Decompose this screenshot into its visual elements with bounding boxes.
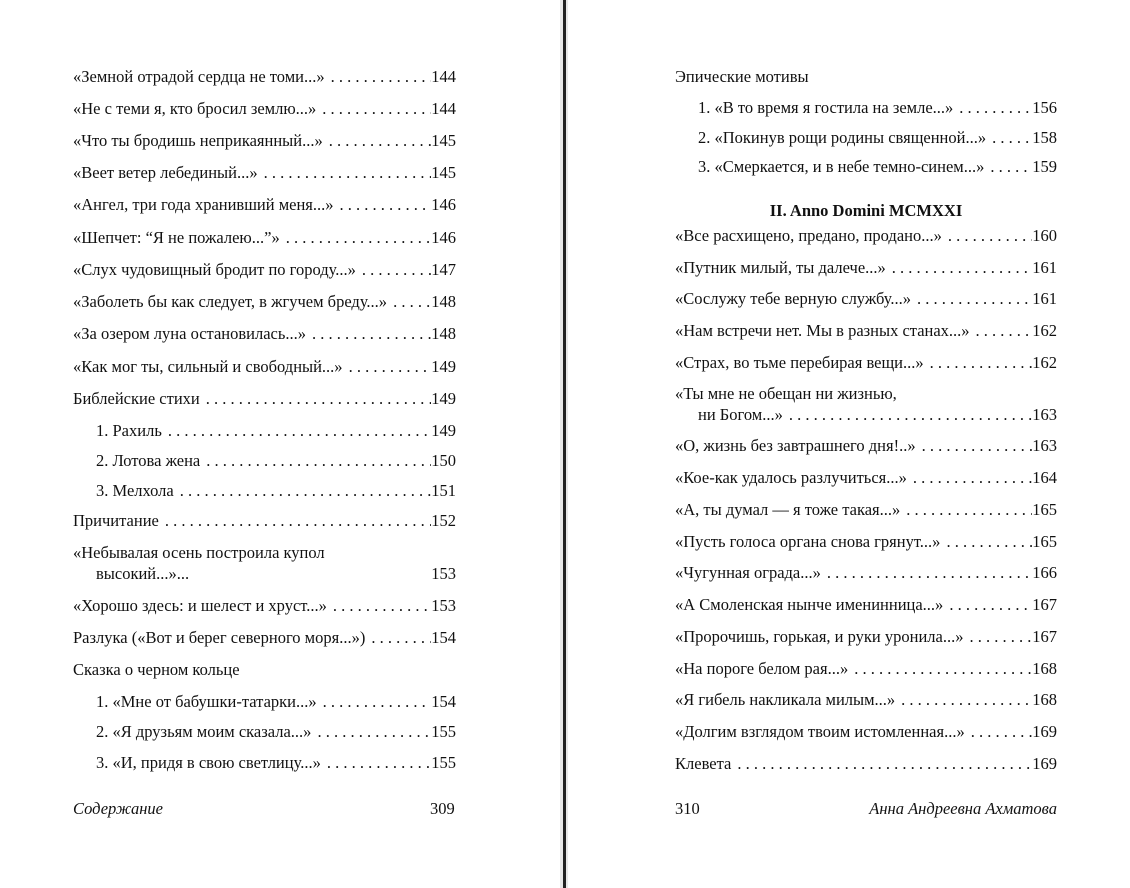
toc-entry bbox=[96, 692, 456, 712]
entry-page: 166 bbox=[1032, 563, 1057, 582]
page-number: 309 bbox=[430, 799, 455, 818]
entry-page: 163 bbox=[1032, 405, 1057, 424]
entry-title: «Заболеть бы как следует, в жгучем бреду...» bbox=[73, 292, 388, 311]
toc-entry bbox=[698, 98, 1057, 118]
toc-entry bbox=[675, 353, 1057, 373]
entry-page: 165 bbox=[1032, 532, 1057, 551]
book-spine bbox=[560, 0, 568, 888]
toc-entry bbox=[675, 563, 1057, 583]
entry-page: 162 bbox=[1032, 321, 1057, 340]
leader-dots bbox=[317, 692, 432, 712]
toc-entry bbox=[675, 258, 1057, 278]
entry-title: Причитание bbox=[73, 511, 159, 530]
entry-page: 154 bbox=[431, 628, 456, 647]
leader-dots bbox=[731, 754, 1032, 774]
entry-page: 148 bbox=[431, 324, 456, 343]
entry-page: 167 bbox=[1032, 627, 1057, 646]
entry-page: 169 bbox=[1032, 722, 1057, 741]
leader-dots bbox=[984, 157, 1032, 177]
entry-title: «Шепчет: “Я не пожалею...”» bbox=[73, 228, 280, 247]
toc-entry bbox=[675, 289, 1057, 309]
entry-title: «Слух чудовищный бродит по городу...» bbox=[73, 260, 356, 279]
leader-dots bbox=[907, 468, 1032, 488]
leader-dots bbox=[174, 481, 432, 501]
entry-title: «Пусть голоса органа снова грянут...» bbox=[675, 532, 941, 551]
leader-dots bbox=[365, 628, 431, 648]
entry-page: 147 bbox=[431, 260, 456, 279]
toc-entry bbox=[675, 500, 1057, 520]
toc-entry bbox=[675, 321, 1057, 341]
leader-dots bbox=[356, 260, 431, 280]
entry-page: 163 bbox=[1032, 436, 1057, 455]
entry-title: 1. «Мне от бабушки-татарки...» bbox=[96, 692, 317, 711]
entry-page: 156 bbox=[1032, 98, 1057, 117]
entry-page: 152 bbox=[431, 511, 456, 530]
leader-dots bbox=[924, 353, 1033, 373]
leader-dots bbox=[953, 98, 1032, 118]
entry-page: 153 bbox=[431, 596, 456, 615]
toc-entry bbox=[73, 324, 456, 344]
entry-title: 3. Мелхола bbox=[96, 481, 174, 500]
spine-divider bbox=[563, 0, 566, 888]
toc-entry bbox=[73, 260, 456, 280]
toc-entry bbox=[73, 357, 456, 377]
toc-entry bbox=[73, 511, 456, 531]
entry-title: «Не с теми я, кто бросил землю...» bbox=[73, 99, 317, 118]
toc-entry bbox=[675, 659, 1057, 679]
leader-dots bbox=[970, 321, 1033, 341]
leader-dots bbox=[986, 128, 1032, 148]
entry-page: 144 bbox=[431, 67, 456, 86]
entry-title: 3. «Смеркается, и в небе темно-синем...» bbox=[698, 157, 985, 176]
section-heading: II. Anno Domini MCMXXI bbox=[769, 201, 963, 220]
toc-entry bbox=[73, 543, 456, 563]
entry-title: 1. Рахиль bbox=[96, 421, 162, 440]
leader-dots bbox=[159, 511, 431, 531]
leader-dots bbox=[162, 421, 431, 441]
toc-entry bbox=[73, 596, 456, 616]
leader-dots bbox=[321, 753, 431, 773]
leader-dots bbox=[783, 405, 1032, 425]
toc-entry bbox=[675, 690, 1057, 710]
entry-title-continuation: ни Богом...» bbox=[698, 405, 783, 424]
entry-title: «Ты мне не обещан ни жизнью, bbox=[675, 384, 897, 403]
toc-entry bbox=[96, 753, 456, 773]
leader-dots bbox=[316, 99, 431, 119]
leader-dots bbox=[943, 595, 1032, 615]
entry-page: 145 bbox=[431, 163, 456, 182]
entry-page: 158 bbox=[1032, 128, 1057, 147]
entry-page: 150 bbox=[431, 451, 456, 470]
entry-page: 146 bbox=[431, 195, 456, 214]
entry-title: «Что ты бродишь неприкаянный...» bbox=[73, 131, 323, 150]
entry-page: 149 bbox=[431, 421, 456, 440]
left-page bbox=[0, 0, 560, 888]
leader-dots bbox=[258, 163, 432, 183]
entry-title: Сказка о черном кольце bbox=[73, 660, 240, 679]
entry-page: 149 bbox=[431, 389, 456, 408]
entry-title: 1. «В то время я гостила на земле...» bbox=[698, 98, 954, 117]
entry-page: 162 bbox=[1032, 353, 1057, 372]
leader-dots bbox=[911, 289, 1032, 309]
entry-title: «А Смоленская нынче именинница...» bbox=[675, 595, 944, 614]
entry-title: «Долгим взглядом твоим истомленная...» bbox=[675, 722, 965, 741]
entry-title: «Нам встречи нет. Мы в разных станах...» bbox=[675, 321, 970, 340]
entry-title: «Страх, во тьме перебирая вещи...» bbox=[675, 353, 924, 372]
leader-dots bbox=[200, 451, 431, 471]
leader-dots bbox=[965, 722, 1033, 742]
leader-dots bbox=[325, 67, 432, 87]
toc-entry-continuation bbox=[96, 564, 456, 584]
entry-title: «А, ты думал — я тоже такая...» bbox=[675, 500, 901, 519]
entry-title: 2. Лотова жена bbox=[96, 451, 201, 470]
entry-title: «Чугунная ограда...» bbox=[675, 563, 821, 582]
toc-entry bbox=[73, 292, 456, 312]
entry-page: 169 bbox=[1032, 754, 1057, 773]
leader-dots bbox=[942, 226, 1032, 246]
leader-dots bbox=[323, 131, 432, 151]
entry-title: «Я гибель накликала милым...» bbox=[675, 690, 896, 709]
right-page bbox=[568, 0, 1130, 888]
leader-dots bbox=[306, 324, 431, 344]
toc-entry bbox=[96, 421, 456, 441]
toc-entry bbox=[73, 67, 456, 87]
entry-title: Библейские стихи bbox=[73, 389, 200, 408]
entry-title: «О, жизнь без завтрашнего дня!..» bbox=[675, 436, 916, 455]
entry-title: «Пророчишь, горькая, и руки уронила...» bbox=[675, 627, 964, 646]
entry-title: Разлука («Вот и берег северного моря...») bbox=[73, 628, 366, 647]
toc-entry bbox=[675, 468, 1057, 488]
toc-entry bbox=[675, 754, 1057, 774]
entry-title: «Ангел, три года хранивший меня...» bbox=[73, 195, 334, 214]
entry-page: 164 bbox=[1032, 468, 1057, 487]
entry-title: «Небывалая осень построила купол bbox=[73, 543, 325, 562]
leader-dots bbox=[886, 258, 1032, 278]
entry-title: 3. «И, придя в свою светлицу...» bbox=[96, 753, 321, 772]
entry-page: 145 bbox=[431, 131, 456, 150]
toc-entry bbox=[698, 157, 1057, 177]
entry-page: 155 bbox=[431, 722, 456, 741]
entry-page: 148 bbox=[431, 292, 456, 311]
leader-dots bbox=[280, 228, 432, 248]
leader-dots bbox=[327, 596, 431, 616]
leader-dots bbox=[821, 563, 1032, 583]
toc-entry bbox=[73, 228, 456, 248]
running-footer-title: Содержание bbox=[73, 799, 164, 818]
toc-entry bbox=[675, 627, 1057, 647]
toc-entry bbox=[675, 532, 1057, 552]
toc-entry bbox=[73, 660, 456, 680]
entry-title-continuation: высокий...»... bbox=[96, 564, 190, 583]
toc-entry bbox=[73, 195, 456, 215]
entry-title: «Путник милый, ты далече...» bbox=[675, 258, 886, 277]
leader-dots bbox=[848, 659, 1032, 679]
toc-entry bbox=[698, 128, 1057, 148]
entry-title: «Веет ветер лебединый...» bbox=[73, 163, 258, 182]
toc-entry-continuation bbox=[698, 405, 1057, 425]
leader-dots bbox=[895, 690, 1032, 710]
entry-title: Клевета bbox=[675, 754, 732, 773]
entry-page: 159 bbox=[1032, 157, 1057, 176]
leader-dots bbox=[387, 292, 431, 312]
toc-entry bbox=[73, 389, 456, 409]
toc-entry bbox=[675, 67, 1057, 87]
entry-title: «Земной отрадой сердца не томи...» bbox=[73, 67, 325, 86]
entry-page: 168 bbox=[1032, 690, 1057, 709]
running-footer-author: Анна Андреевна Ахматова bbox=[869, 799, 1057, 818]
leader-dots bbox=[343, 357, 432, 377]
entry-page: 160 bbox=[1032, 226, 1057, 245]
entry-page: 146 bbox=[431, 228, 456, 247]
entry-title: «Как мог ты, сильный и свободный...» bbox=[73, 357, 343, 376]
toc-entry bbox=[675, 384, 1057, 404]
toc-entry bbox=[73, 131, 456, 151]
entry-title: Эпические мотивы bbox=[675, 67, 809, 86]
toc-entry bbox=[675, 226, 1057, 246]
leader-dots bbox=[963, 627, 1032, 647]
entry-title: «Все расхищено, предано, продано...» bbox=[675, 226, 942, 245]
leader-dots bbox=[900, 500, 1032, 520]
leader-dots bbox=[200, 389, 432, 409]
leader-dots bbox=[916, 436, 1033, 456]
toc-entry bbox=[675, 436, 1057, 456]
toc-entry bbox=[73, 99, 456, 119]
toc-entry bbox=[73, 163, 456, 183]
entry-page: 167 bbox=[1032, 595, 1057, 614]
entry-title: «Сослужу тебе верную службу...» bbox=[675, 289, 912, 308]
toc-entry bbox=[96, 451, 456, 471]
toc-entry bbox=[675, 595, 1057, 615]
entry-page: 149 bbox=[431, 357, 456, 376]
entry-title: 2. «Я друзьям моим сказала...» bbox=[96, 722, 312, 741]
page-number: 310 bbox=[675, 799, 700, 818]
entry-page: 165 bbox=[1032, 500, 1057, 519]
toc-entry bbox=[96, 481, 456, 501]
entry-title: 2. «Покинув рощи родины священной...» bbox=[698, 128, 987, 147]
entry-title: «Кое-как удалось разлучиться...» bbox=[675, 468, 907, 487]
entry-page: 161 bbox=[1032, 258, 1057, 277]
entry-page: 153 bbox=[431, 564, 456, 583]
entry-title: «На пороге белом рая...» bbox=[675, 659, 849, 678]
leader-dots bbox=[940, 532, 1032, 552]
leader-dots bbox=[334, 195, 432, 215]
entry-title: «За озером луна остановилась...» bbox=[73, 324, 307, 343]
leader-dots bbox=[311, 722, 431, 742]
entry-page: 144 bbox=[431, 99, 456, 118]
toc-entry bbox=[96, 722, 456, 742]
entry-page: 155 bbox=[431, 753, 456, 772]
entry-title: «Хорошо здесь: и шелест и хруст...» bbox=[73, 596, 327, 615]
entry-page: 168 bbox=[1032, 659, 1057, 678]
entry-page: 161 bbox=[1032, 289, 1057, 308]
toc-entry bbox=[73, 628, 456, 648]
toc-entry bbox=[675, 722, 1057, 742]
entry-page: 151 bbox=[431, 481, 456, 500]
entry-page: 154 bbox=[431, 692, 456, 711]
